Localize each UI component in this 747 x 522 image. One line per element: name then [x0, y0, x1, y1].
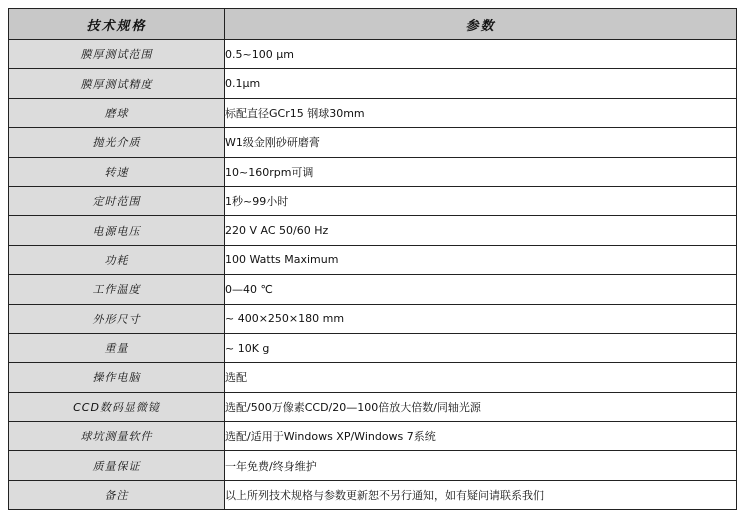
spec-value: 0.1μm [225, 69, 737, 98]
table-row [9, 98, 737, 127]
table-row [9, 422, 737, 451]
spec-value: 以上所列技术规格与参数更新恕不另行通知，如有疑问请联系我们 [225, 480, 737, 509]
spec-value: ~ 400×250×180 mm [225, 304, 737, 333]
table-row [9, 245, 737, 274]
header-spec: 技术规格 [9, 9, 225, 40]
spec-table [8, 8, 737, 510]
spec-name: 工作温度 [9, 275, 225, 304]
spec-name: 重量 [9, 333, 225, 362]
spec-value: 220 V AC 50/60 Hz [225, 216, 737, 245]
spec-value: 选配 [225, 363, 737, 392]
spec-name: 磨球 [9, 98, 225, 127]
spec-name: 电源电压 [9, 216, 225, 245]
spec-value: 选配/500万像素CCD/20—100倍放大倍数/同轴光源 [225, 392, 737, 421]
table-row [9, 69, 737, 98]
spec-table-container [8, 8, 737, 510]
spec-name: 膜厚测试范围 [9, 40, 225, 69]
table-row [9, 480, 737, 509]
spec-value: 一年免费/终身维护 [225, 451, 737, 480]
spec-value: 1秒~99小时 [225, 186, 737, 215]
spec-value: 标配直径GCr15 钢球30mm [225, 98, 737, 127]
table-row [9, 186, 737, 215]
table-row [9, 128, 737, 157]
spec-value: 0—40 ℃ [225, 275, 737, 304]
table-row [9, 275, 737, 304]
table-row [9, 304, 737, 333]
header-param: 参数 [225, 9, 737, 40]
spec-name: 备注 [9, 480, 225, 509]
table-row [9, 157, 737, 186]
spec-name: 定时范围 [9, 186, 225, 215]
spec-name: 转速 [9, 157, 225, 186]
spec-name: CCD数码显微镜 [9, 392, 225, 421]
spec-value: 选配/适用于Windows XP/Windows 7系统 [225, 422, 737, 451]
spec-name: 外形尺寸 [9, 304, 225, 333]
table-row [9, 392, 737, 421]
spec-name: 操作电脑 [9, 363, 225, 392]
table-row [9, 451, 737, 480]
table-row [9, 363, 737, 392]
table-row [9, 40, 737, 69]
spec-name: 膜厚测试精度 [9, 69, 225, 98]
spec-value: 10~160rpm可调 [225, 157, 737, 186]
spec-value: ~ 10K g [225, 333, 737, 362]
spec-name: 抛光介质 [9, 128, 225, 157]
spec-value: 100 Watts Maximum [225, 245, 737, 274]
spec-name: 功耗 [9, 245, 225, 274]
table-row [9, 216, 737, 245]
table-header-row [9, 9, 737, 40]
spec-name: 球坑测量软件 [9, 422, 225, 451]
spec-name: 质量保证 [9, 451, 225, 480]
spec-value: W1级金刚砂研磨膏 [225, 128, 737, 157]
table-row [9, 333, 737, 362]
spec-value: 0.5~100 μm [225, 40, 737, 69]
